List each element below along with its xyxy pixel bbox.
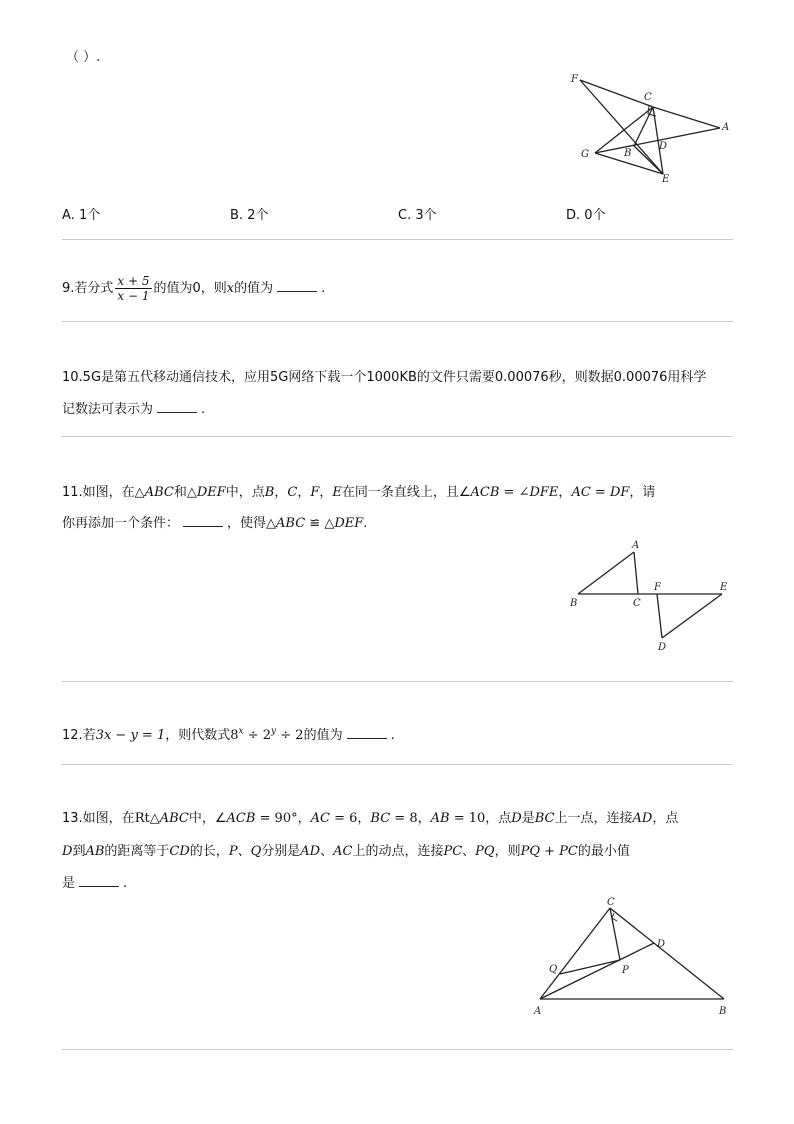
q12-base8: 8 [230, 728, 239, 743]
q8-option-c[interactable] [398, 204, 437, 223]
q10-line1: 10.5G是第五代移动通信技术，应用5G网络下载一个1000KB的文件只需要0.00076秒，则数据0.00076用科学 [62, 370, 707, 385]
q8-label-F: F [571, 74, 578, 85]
q8-option-d-letter: D. [566, 208, 581, 223]
q13-pc: PC [443, 844, 463, 859]
q13-l2a: 到 [72, 844, 86, 859]
q13-l2g: 上的动点，连接 [352, 844, 444, 859]
q9-prefix: 9.若分式 [62, 281, 114, 296]
q13-l2b: 的距离等于 [104, 844, 170, 859]
q9-end: . [321, 281, 326, 296]
q11-line2 [62, 512, 367, 531]
q9-mid: 的值为0，则 [153, 281, 227, 296]
q12-end: . [390, 728, 395, 743]
divider-2 [62, 321, 733, 322]
q11-c2: ， [297, 485, 311, 500]
q11-pt-c: C [287, 485, 298, 500]
q12-suffix: 的值为 [303, 728, 343, 743]
q13-l2h: 、 [462, 844, 476, 859]
q11-line-AC [634, 552, 638, 594]
q10-line2-text: 记数法可表示为 [62, 402, 154, 417]
q11-pt-f: F [310, 485, 320, 500]
q9-text [62, 272, 325, 306]
q13-l1b: 中，∠ [188, 811, 227, 826]
q11-c3: ， [319, 485, 333, 500]
divider-3 [62, 436, 733, 437]
q13-line-CB [610, 908, 724, 999]
q8-option-c-text: 3个 [415, 208, 437, 223]
q13-l1c: ，点 [485, 811, 512, 826]
q13-ab2: AB [85, 844, 105, 859]
q8-option-a[interactable] [62, 204, 100, 223]
q13-line-CP [610, 908, 620, 960]
q11-l1b: 和△ [173, 485, 197, 500]
q8-option-b-text: 2个 [247, 208, 269, 223]
q13-l2f: 、 [320, 844, 334, 859]
q11-abc: ABC [144, 485, 174, 500]
q13-c1: ， [297, 811, 311, 826]
q8-line-CA [653, 107, 720, 128]
q11-pt-e: E [332, 485, 342, 500]
q13-figure [528, 896, 738, 1026]
q12-equation: 3x − y = 1 [95, 728, 166, 743]
q11-line-ED [662, 594, 722, 638]
q13-l1a: 13.如图，在 [62, 811, 135, 826]
q13-pt-p: P [228, 844, 238, 859]
q8-label-E: E [662, 174, 670, 185]
q12-div2: ÷ 2 [276, 728, 304, 743]
q13-rt: Rt [134, 811, 150, 826]
q11-line1 [62, 481, 655, 500]
q8-label-D: D [659, 141, 668, 152]
divider-6 [62, 1049, 733, 1050]
q11-label-A: A [632, 540, 640, 551]
q13-acb: ACB [226, 811, 256, 826]
q11-def: DEF [196, 485, 226, 500]
q13-label-C: C [607, 897, 615, 908]
q11-figure [562, 536, 742, 656]
q13-v2: = 6 [329, 811, 358, 826]
q9-var: x [226, 281, 235, 296]
q11-acb: ACB [470, 485, 500, 500]
q13-label-A: A [534, 1006, 542, 1017]
q9-numerator: x + 5 [117, 274, 150, 288]
q8-line-FC [580, 80, 653, 107]
q8-option-b-letter: B. [230, 208, 244, 223]
q8-option-a-text: 1个 [78, 208, 101, 223]
q8-label-A: A [722, 122, 730, 133]
q13-ac: AC [310, 811, 330, 826]
q11-pt-b: B [264, 485, 275, 500]
q11-eq2: = [590, 485, 610, 500]
q9-denominator: x − 1 [117, 289, 150, 303]
q13-l2d: 、 [237, 844, 251, 859]
q12-mid: ，则代数式 [165, 728, 231, 743]
q13-answer-blank[interactable] [79, 874, 119, 887]
q13-v4: = 10 [449, 811, 486, 826]
q10-end: . [201, 402, 206, 417]
q13-c2: ， [357, 811, 371, 826]
q8-option-c-letter: C. [398, 208, 412, 223]
q8-paren: （ ）. [66, 50, 101, 65]
q13-ac2: AC [333, 844, 353, 859]
q12-exp-y: y [271, 726, 277, 737]
q11-line-BA [578, 552, 634, 594]
q12-prefix: 12.若 [62, 728, 96, 743]
q8-label-G: G [581, 149, 589, 160]
q13-line2 [62, 840, 630, 859]
q8-option-d-text: 0个 [584, 208, 606, 223]
q9-suffix: 的值为 [234, 281, 274, 296]
q13-v3: = 8 [390, 811, 418, 826]
q12-div1: ÷ 2 [243, 728, 272, 743]
q13-label-P: P [622, 965, 629, 976]
q10-line2 [62, 398, 205, 417]
q11-c1: ， [274, 485, 288, 500]
q8-line-GC [595, 107, 653, 153]
q13-label-B: B [719, 1006, 727, 1017]
divider-4 [62, 681, 733, 682]
q11-label-F: F [654, 582, 661, 593]
q13-pq: PQ [475, 844, 495, 859]
q11-l2b: ，使得△ [227, 516, 277, 531]
q11-label-C: C [633, 598, 641, 609]
q13-cd: CD [169, 844, 190, 859]
q13-abc: ABC [159, 811, 189, 826]
q9-answer-blank[interactable] [277, 279, 317, 292]
q11-l2a: 你再添加一个条件： [62, 516, 180, 531]
q13-l2c: 的长， [189, 844, 229, 859]
q13-pqpc: PQ + PC [520, 844, 578, 859]
q13-ad: AD [632, 811, 653, 826]
q9-fraction [115, 274, 151, 303]
q11-cong: ≌ △ [305, 516, 335, 531]
q13-v1: = 90° [255, 811, 298, 826]
divider-5 [62, 764, 733, 765]
q13-end: . [123, 876, 128, 891]
q8-label-C: C [644, 92, 652, 103]
q13-bc: BC [370, 811, 391, 826]
q12-exp-x: x [238, 726, 244, 737]
q11-l1c: 中，点 [225, 485, 265, 500]
q13-line1 [62, 807, 678, 826]
q13-tri: △ [149, 811, 160, 826]
q11-def2: DEF [334, 516, 364, 531]
q11-label-E: E [720, 582, 728, 593]
q8-label-B: B [624, 148, 632, 159]
q13-l2e: 分别是 [261, 844, 301, 859]
q13-l1e: 上一点，连接 [554, 811, 633, 826]
q12-answer-blank[interactable] [347, 726, 387, 739]
q11-label-B: B [570, 598, 578, 609]
q13-label-Q: Q [549, 964, 558, 975]
q11-l1d: 在同一条直线上，且∠ [341, 485, 471, 500]
q12-text [62, 724, 395, 743]
q13-l1d: 是 [521, 811, 535, 826]
q11-df: DF [609, 485, 630, 500]
q11-l1a: 11.如图，在△ [62, 485, 145, 500]
q11-label-D: D [658, 642, 667, 653]
q11-answer-blank[interactable] [183, 514, 223, 527]
q13-label-D: D [657, 939, 666, 950]
q13-line-AC [540, 908, 610, 999]
q8-figure [560, 66, 740, 190]
q8-option-b[interactable] [230, 204, 268, 223]
q11-c4: ， [558, 485, 572, 500]
q8-line-CB [634, 107, 653, 146]
q11-l2c: . [363, 516, 368, 531]
q13-ad2: AD [300, 844, 321, 859]
q13-pt-d: D [511, 811, 522, 826]
q8-option-d[interactable] [566, 204, 606, 223]
q11-eq1: = ∠ [499, 485, 530, 500]
q13-c3: ， [417, 811, 431, 826]
q11-ac: AC [571, 485, 591, 500]
q11-dfe: DFE [529, 485, 559, 500]
q11-abc2: ABC [276, 516, 306, 531]
q13-l2i: ，则 [494, 844, 521, 859]
q13-line3 [62, 872, 127, 891]
q11-line-DF [657, 594, 662, 638]
q13-l2j: 的最小值 [577, 844, 630, 859]
q13-bc2: BC [534, 811, 555, 826]
q13-l3a: 是 [62, 876, 76, 891]
q13-l1f: ，点 [652, 811, 679, 826]
q13-pt-d2: D [62, 844, 73, 859]
q10-answer-blank[interactable] [157, 400, 197, 413]
q8-option-a-letter: A. [62, 208, 75, 223]
divider-1 [62, 239, 733, 240]
q11-l1e: ，请 [629, 485, 656, 500]
q13-pt-q: Q [250, 844, 262, 859]
q13-ab: AB [430, 811, 450, 826]
